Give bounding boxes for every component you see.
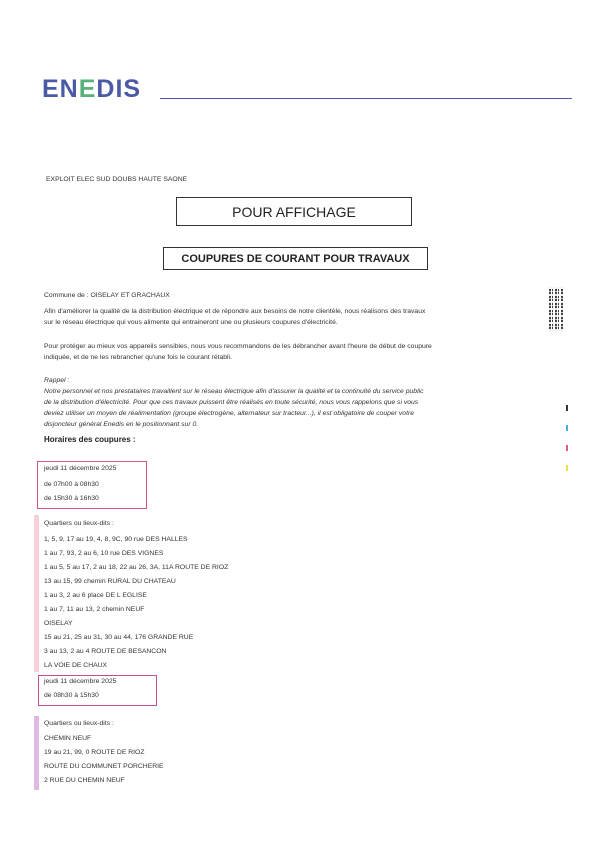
coupure-2-quartier: 19 au 21, 99, 0 ROUTE DE RIOZ — [44, 749, 145, 756]
commune-line — [44, 291, 170, 300]
commune-label: Commune de : — [44, 292, 89, 299]
coupure-1-quartier: LA VOIE DE CHAUX — [44, 662, 108, 669]
coupure-1-slot-2: de 15h30 à 16h30 — [44, 495, 99, 502]
coupure-2-quartier: 2 RUE DU CHEMIN NEUF — [44, 777, 125, 784]
advice-line-1: Pour protéger au mieux vos appareils sensibles, nous vous recommandons de les débrancher avant l'heure de début de coupure — [44, 343, 432, 350]
qr-code-texture — [549, 287, 563, 331]
rappel-block — [44, 375, 524, 430]
coupure-1-quartier: 1 au 5, 5 au 17, 2 au 18, 22 au 26, 3A, 11A ROUTE DE RIOZ — [44, 564, 229, 571]
coupure-2-quartiers-label: Quartiers ou lieux-dits : — [44, 720, 114, 727]
enedis-logo — [42, 74, 141, 104]
rappel-line-4: disjoncteur général Enedis en le positionnant sur 0. — [44, 421, 199, 428]
coupure-1-quartier: 15 au 21, 25 au 31, 30 au 44, 176 GRANDE RUE — [44, 634, 194, 641]
coupure-1-quartier: 1 au 7, 11 au 13, 2 chemin NEUF — [44, 606, 145, 613]
registration-mark — [566, 465, 568, 471]
coupure-1-highlight — [34, 515, 39, 672]
coupure-2-date: jeudi 11 décembre 2025 — [44, 678, 117, 685]
advice-line-2: indiquée, et de ne les rebrancher qu'une fois le courant rétabli. — [44, 354, 232, 361]
header-rule — [160, 98, 572, 99]
coupure-1-quartier: 1, 5, 9, 17 au 19, 4, 8, 9C, 90 rue DES HALLES — [44, 536, 188, 543]
coupure-1-slot-1: de 07h00 à 08h30 — [44, 481, 99, 488]
coupure-1-quartier: 1 au 7, 93, 2 au 6, 10 rue DES VIGNES — [44, 550, 164, 557]
coupure-1-quartier: OISELAY — [44, 620, 73, 627]
coupure-2-quartier: CHEMIN NEUF — [44, 735, 92, 742]
rappel-title: Rappel : — [44, 377, 70, 384]
coupure-2-highlight — [34, 716, 39, 790]
commune-value: OISELAY ET GRACHAUX — [90, 292, 170, 299]
coupure-2-quartier: ROUTE DU COMMUNET PORCHERIE — [44, 763, 164, 770]
intro-paragraph — [44, 306, 524, 328]
service-name: EXPLOIT ELEC SUD DOUBS HAUTE SAONE — [46, 176, 188, 183]
page-subtitle — [163, 247, 428, 270]
coupure-1-quartier: 3 au 13, 2 au 4 ROUTE DE BESANCON — [44, 648, 167, 655]
intro-line-1: Afin d'améliorer la qualité de la distribution électrique et de répondre aux besoins de notre clientèle, nous réalisons des travaux — [44, 308, 426, 315]
intro-line-2: sur le réseau électrique qui vous alimente qui entraineront une ou plusieurs coupures d'électricité. — [44, 319, 338, 326]
rappel-line-2: de la distribution d'électricité. Pour que ces travaux puissent être réalisés en toute sécurité, nous vous rappelons que si vous — [44, 399, 419, 406]
horaires-heading: Horaires des coupures : — [44, 435, 136, 444]
coupure-1-date: jeudi 11 décembre 2025 — [44, 465, 117, 472]
registration-mark — [566, 445, 568, 451]
coupure-1-quartiers-label: Quartiers ou lieux-dits : — [44, 520, 114, 527]
rappel-line-3: deviez utiliser un moyen de réalimentation (groupe électrogène, alternateur sur tracteur...), il est obligatoire de couper votre — [44, 410, 414, 417]
coupure-1-quartier: 13 au 15, 99 chemin RURAL DU CHATEAU — [44, 578, 176, 585]
coupure-2-slot-1: de 08h30 à 15h30 — [44, 692, 99, 699]
logo-text: ENEDIS — [42, 75, 142, 103]
page-subtitle-text: COUPURES DE COURANT POUR TRAVAUX — [181, 252, 410, 265]
page-title-text: POUR AFFICHAGE — [232, 203, 356, 220]
coupure-1-quartier: 1 au 3, 2 au 6 place DE L EGLISE — [44, 592, 147, 599]
registration-mark — [566, 405, 568, 411]
advice-paragraph — [44, 341, 524, 363]
rappel-line-1: Notre personnel et nos prestataires travaillent sur le réseau électrique afin d'assurer la qualité et la continuité du service public — [44, 388, 424, 395]
registration-mark — [566, 425, 568, 431]
page-title — [176, 197, 412, 226]
